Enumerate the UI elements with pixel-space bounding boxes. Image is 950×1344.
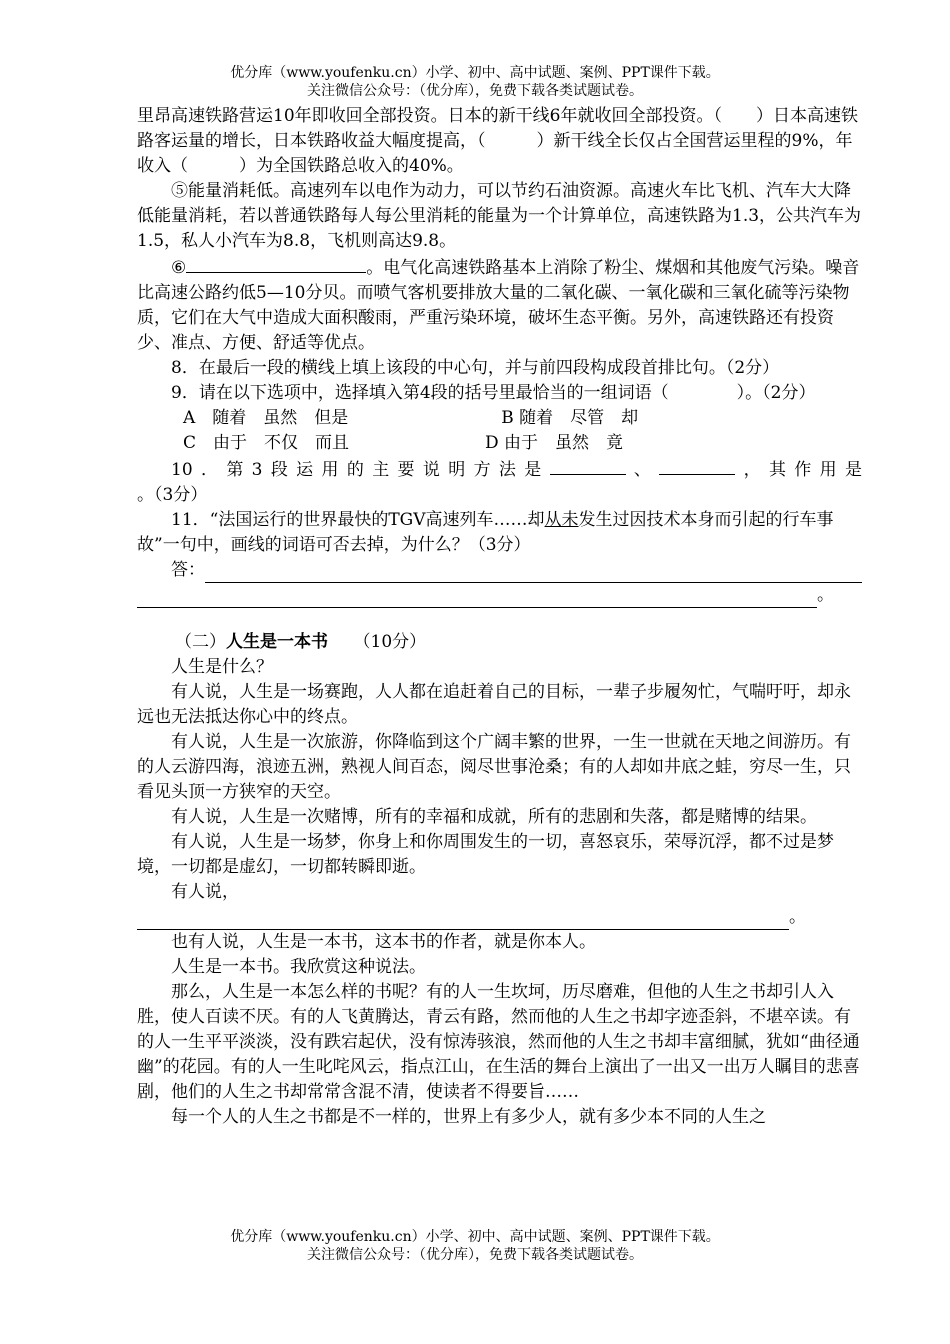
paragraph: 也有人说，人生是一本书，这本书的作者，就是你本人。	[171, 931, 596, 952]
question-10-text-a: 10．第3段运用的主要说明方法是	[171, 459, 550, 480]
fill-line	[137, 905, 862, 930]
paragraph: 人生是什么？	[171, 656, 273, 677]
answer-blank[interactable]	[659, 456, 735, 475]
answer-end: 。	[817, 584, 834, 605]
answer-blank[interactable]	[137, 587, 817, 608]
question-9-options-row-1: A 随着 虽然 但是 B 随着 尽管 却	[183, 407, 639, 428]
answer-blank[interactable]	[137, 909, 789, 930]
circled-number: ⑥	[171, 257, 187, 278]
paragraph: 每一个人的人生之书都是不一样的，世界上有多少人，就有多少本不同的人生之	[171, 1106, 766, 1127]
answer-line-1	[137, 558, 862, 583]
question-10-sep: 、	[625, 459, 660, 480]
footer-line-2: 关注微信公众号：（优分库），免费下载各类试题试卷。	[307, 1247, 643, 1263]
paragraph: 有人说，人生是一次赌博，所有的幸福和成就，所有的悲剧和失落，都是赌博的结果。	[171, 806, 817, 827]
question-9: 9．请在以下选项中，选择填入第4段的括号里最恰当的一组词语（ ）。（2分）	[171, 382, 816, 403]
page-header	[0, 64, 950, 100]
paragraph: 有人说，	[171, 881, 239, 902]
question-11-text-a: 11．“法国运行的世界最快的TGV高速列车……却	[171, 509, 545, 530]
paragraph: 那么，人生是一本怎么样的书呢？有的人一生坎坷，历尽磨难，但他的人生之书却引人入胜，使人百读不厌。有的人飞黄腾达，青云有路，然而他的人生之书却字迹歪斜，不堪卒读。有的人一生平平淡淡，没有跌宕起伏，没有惊涛骇浪，然而他的人生之书却丰富细腻，犹如“曲径通幽”的花园。有的人一生叱咤风云，指点江山，在生活的舞台上演出了一出又一出万人瞩目的悲喜剧，他们的人生之书却常常含混不清，使读者不得要旨……	[137, 981, 860, 1102]
document-body	[137, 104, 862, 1130]
paragraph: 里昂高速铁路营运10年即收回全部投资。日本的新干线6年就收回全部投资。（ ）日本高速铁路客运量的增长，日本铁路收益大幅度提高，（ ）新干线全长仅占全国营运里程的9%，年收入（ ）为全国铁路总收入的40%。	[137, 106, 858, 176]
question-10-end: 。（3分）	[137, 484, 208, 505]
question-10	[137, 456, 862, 483]
question-11-text-b: 发生过因技术本身而引起的行车事故”一句中，画线的词语可否去掉，为什么？（3分）	[137, 509, 834, 555]
underlined-word: 从未	[544, 509, 579, 530]
footer-line-1: 优分库（www.youfenku.cn）小学、初中、高中试题、案例、PPT课件下载。	[230, 1229, 720, 1245]
header-line-1: 优分库（www.youfenku.cn）小学、初中、高中试题、案例、PPT课件下载。	[230, 65, 720, 81]
paragraph: 有人说，人生是一场梦，你身上和你周围发生的一切，喜怒哀乐，荣辱沉浮，都不过是梦境，一切都是虚幻，一切都转瞬即逝。	[137, 831, 834, 877]
paragraph: 有人说，人生是一场赛跑，人人都在追赶着自己的目标，一辈子步履匆忙，气喘吁吁，却永远也无法抵达你心中的终点。	[137, 681, 851, 727]
section-heading	[137, 630, 862, 655]
question-9-options-row-2: C 由于 不仅 而且 D 由于 虽然 竟	[183, 432, 624, 453]
answer-blank[interactable]	[186, 254, 366, 273]
section-score: （10分）	[362, 631, 427, 652]
answer-label: 答：	[171, 559, 205, 580]
page-footer	[0, 1228, 950, 1264]
question-8: 8．在最后一段的横线上填上该段的中心句，并与前四段构成段首排比句。（2分）	[171, 357, 780, 378]
paragraph: 人生是一本书。我欣赏这种说法。	[171, 956, 426, 977]
paragraph: 有人说，人生是一次旅游，你降临到这个广阔丰繁的世界，一生一世就在天地之间游历。有的人云游四海，浪迹五洲，熟视人间百态，阅尽世事沧桑；有的人却如井底之蛙，穷尽一生，只看见头顶一方狭窄的天空。	[137, 731, 851, 802]
section-prefix: （二）	[175, 631, 226, 652]
section-title: 人生是一本书	[226, 631, 328, 652]
answer-line-2	[137, 583, 862, 608]
paragraph	[137, 254, 862, 356]
paragraph-text: 。电气化高速铁路基本上消除了粉尘、煤烟和其他废气污染。噪音比高速公路约低5—10分贝。而喷气客机要排放大量的二氧化碳、一氧化碳和三氧化硫等污染物质，它们在大气中造成大面积酸雨，严重污染环境，破坏生态平衡。另外，高速铁路还有投资少、准点、方便、舒适等优点。	[137, 257, 860, 353]
answer-blank[interactable]	[550, 456, 626, 475]
paragraph: ⑤能量消耗低。高速列车以电作为动力，可以节约石油资源。高速火车比飞机、汽车大大降低能量消耗，若以普通铁路每人每公里消耗的能量为一个计算单位，高速铁路为1.3，公共汽车为1.5，私人小汽车为8.8，飞机则高达9.8。	[137, 181, 862, 251]
question-11	[137, 508, 862, 558]
answer-blank[interactable]	[205, 564, 862, 583]
header-line-2: 关注微信公众号：（优分库），免费下载各类试题试卷。	[307, 83, 643, 99]
question-10-text-b: ，其作用是	[735, 459, 862, 480]
fill-line-end: 。	[789, 906, 806, 927]
